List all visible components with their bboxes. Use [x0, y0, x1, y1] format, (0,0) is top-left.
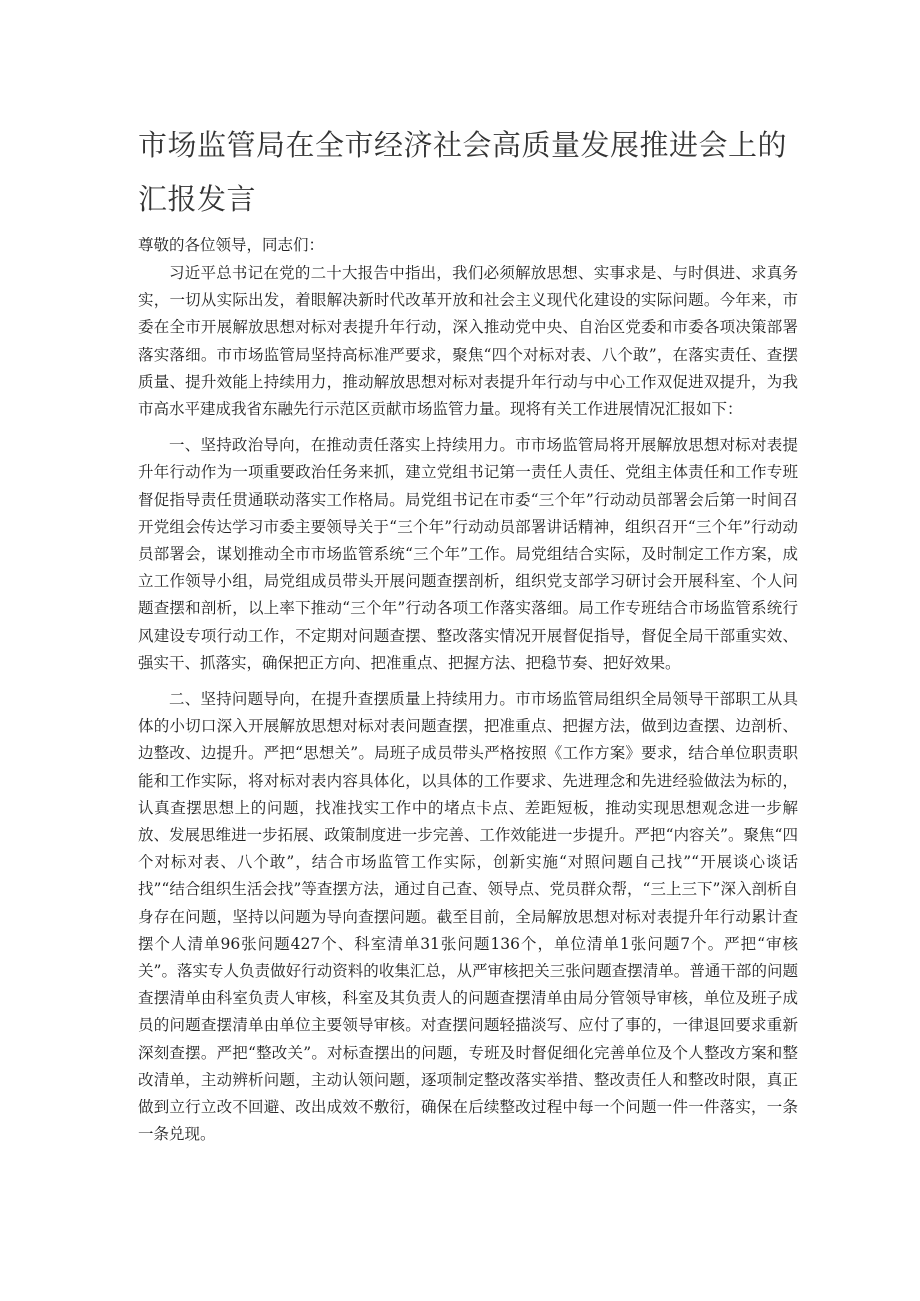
document-body	[138, 260, 798, 1158]
salutation: 尊敬的各位领导，同志们：	[138, 236, 325, 254]
paragraph-section-2: 二、坚持问题导向，在提升查摆质量上持续用力。市市场监管局组织全局领导干部职工从具体的小切口深入开展解放思想对标对表问题查摆，把准重点、把握方法，做到边查摆、边剖析、边整改、边提升。严把“思想关”。局班子成员带头严格按照《工作方案》要求，结合单位职责职能和工作实际，将对标对表内容具体化，以具体的工作要求、先进理念和先进经验做法为标的，认真查摆思想上的问题，找准找实工作中的堵点卡点、差距短板，推动实现思想观念进一步解放、发展思维进一步拓展、政策制度进一步完善、工作效能进一步提升。严把“内容关”。聚焦“四个对标对表、八个敢”，结合市场监管工作实际，创新实施“对照问题自己找”“开展谈心谈话找”“结合组织生活会找”等查摆方法，通过自己查、领导点、党员群众帮，“三上三下”深入剖析自身存在问题，坚持以问题为导向查摆问题。截至目前，全局解放思想对标对表提升年行动累计查摆个人清单96张问题427个、科室清单31张问题136个，单位清单1张问题7个。严把“审核关”。落实专人负责做好行动资料的收集汇总，从严审核把关三张问题查摆清单。普通干部的问题查摆清单由科室负责人审核，科室及其负责人的问题查摆清单由局分管领导审核，单位及班子成员的问题查摆清单由单位主要领导审核。对查摆问题轻描淡写、应付了事的，一律退回要求重新深刻查摆。严把“整改关”。对标查摆出的问题，专班及时督促细化完善单位及个人整改方案和整改清单，主动辨析问题，主动认领问题，逐项制定整改落实举措、整改责任人和整改时限，真正做到立行立改不回避、改出成效不敷衍，确保在后续整改过程中每一个问题一件一件落实，一条一条兑现。	[138, 690, 798, 1144]
document-title	[138, 118, 818, 226]
paragraph-section-1: 一、坚持政治导向，在推动责任落实上持续用力。市市场监管局将开展解放思想对标对表提升年行动作为一项重要政治任务来抓，建立党组书记第一责任人责任、党组主体责任和工作专班督促指导责任贯通联动落实工作格局。局党组书记在市委“三个年”行动动员部署会后第一时间召开党组会传达学习市委主要领导关于“三个年”行动动员部署讲话精神，组织召开“三个年”行动动员部署会，谋划推动全市市场监管系统“三个年”工作。局党组结合实际，及时制定工作方案，成立工作领导小组，局党组成员带头开展问题查摆剖析，组织党支部学习研讨会开展科室、个人问题查摆和剖析，以上率下推动“三个年”行动各项工作落实落细。局工作专班结合市场监管系统行风建设专项行动工作，不定期对问题查摆、整改落实情况开展督促指导，督促全局干部重实效、强实干、抓落实，确保把正方向、把准重点、把握方法、把稳节奏、把好效果。	[138, 436, 798, 672]
title-line-2: 汇报发言	[138, 182, 257, 216]
paragraph-intro: 习近平总书记在党的二十大报告中指出，我们必须解放思想、实事求是、与时俱进、求真务实，一切从实际出发，着眼解决新时代改革开放和社会主义现代化建设的实际问题。今年来，市委在全市开展解放思想对标对表提升年行动，深入推动党中央、自治区党委和市委各项决策部署落实落细。市市场监管局坚持高标准严要求，聚焦“四个对标对表、八个敢”，在落实责任、查摆质量、提升效能上持续用力，推动解放思想对标对表提升年行动与中心工作双促进双提升，为我市高水平建成我省东融先行示范区贡献市场监管力量。现将有关工作进展情况汇报如下：	[138, 264, 798, 419]
title-line-1: 市场监管局在全市经济社会高质量发展推进会上的	[138, 128, 788, 162]
